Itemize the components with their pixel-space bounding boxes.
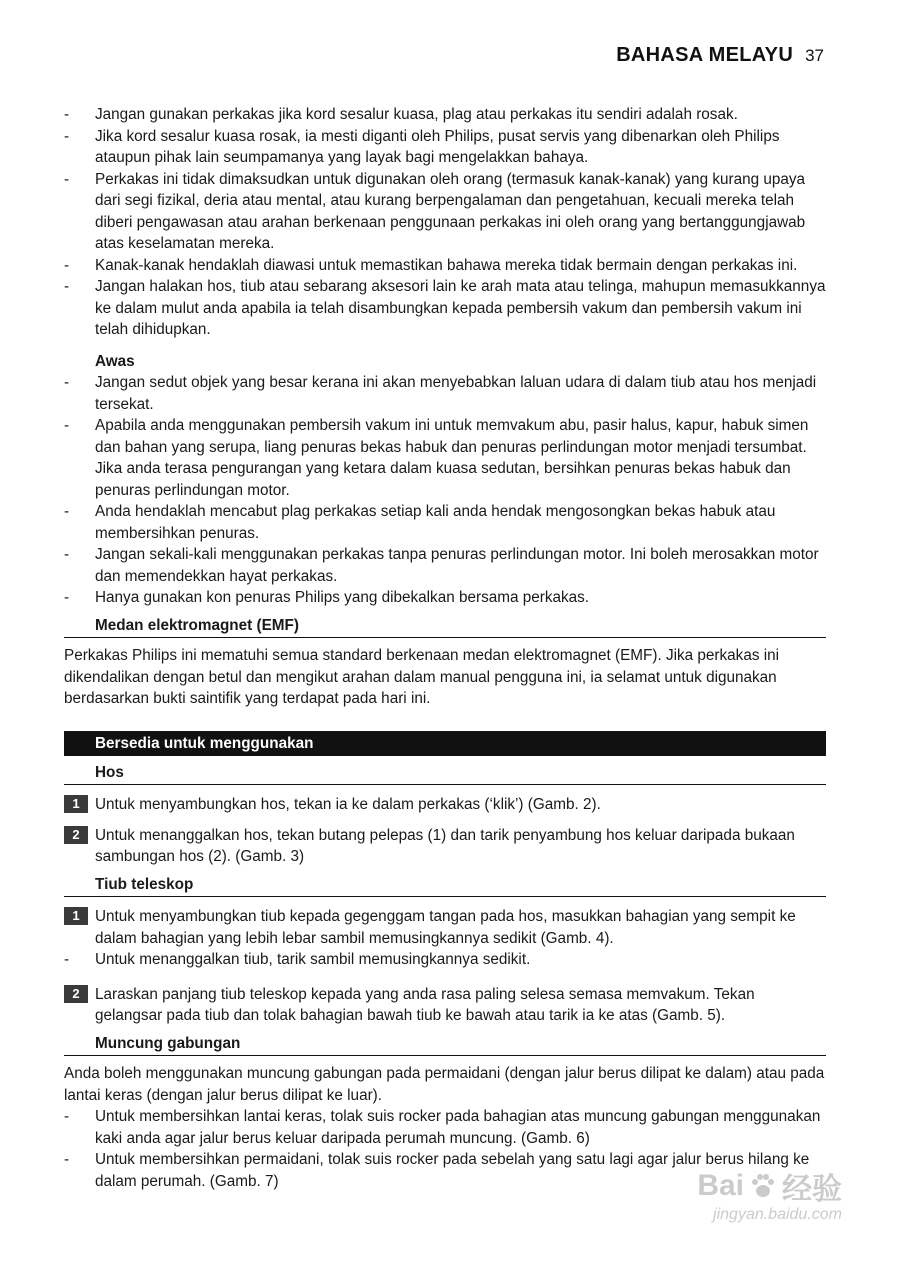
list-item-text: Hanya gunakan kon penuras Philips yang dibekalkan bersama perkakas. (95, 589, 590, 606)
bullet-dash: - (64, 170, 70, 188)
nozzle-paragraph: Anda boleh menggunakan muncung gabungan pada permaidani (dengan jalur berus dilipat ke dalam) atau pada lantai keras (dengan jalur berus dilipat ke luar). (64, 1065, 825, 1104)
language-title: BAHASA MELAYU (616, 44, 794, 66)
bullet-dash: - (64, 278, 70, 295)
bullet-dash: - (64, 127, 70, 145)
list-item (64, 1106, 826, 1149)
step-text: Untuk menyambungkan hos, tekan ia ke dalam perkakas (‘klik’) (Gamb. 2). (95, 796, 601, 813)
tube-step-2 (64, 984, 826, 1027)
step-number-badge: 1 (64, 907, 88, 925)
section-heading-bar: Bersedia untuk menggunakan (64, 731, 826, 756)
watermark-logo-text-2: 经验 (782, 1173, 842, 1206)
step-text: Untuk menyambungkan tiub kepada gegenggam tangan pada hos, masukkan bahagian yang sempit ke dalam bahagian yang lebih lebar sambil memusingkannya sedikit (Gamb. 4). (95, 908, 796, 947)
list-item-text: Perkakas ini tidak dimaksudkan untuk digunakan oleh orang (termasuk kanak-kanak) yang kurang upaya dari segi fizikal, deria atau mental, atau kurang berpengalaman dan pengetahuan, kecuali mereka telah diberi pengawasan atau arahan berkenaan penggunaan perkakas ini oleh orang yang bertanggungjawab atas keselamatan mereka. (95, 170, 806, 252)
intro-bullet-list (64, 104, 826, 341)
step-number-badge: 2 (64, 826, 88, 844)
page-header (616, 44, 824, 67)
list-item (64, 104, 826, 126)
watermark-url: jingyan.baidu.com (713, 1206, 842, 1223)
list-item (64, 276, 826, 341)
step-text: Untuk menanggalkan hos, tekan butang pelepas (1) dan tarik penyambung hos keluar daripada bukaan sambungan hos (2). (Gamb. 3) (95, 826, 795, 865)
step-number-badge: 1 (64, 795, 88, 813)
watermark-logo-text: Bai (697, 1169, 744, 1202)
list-item (64, 949, 826, 971)
list-item (64, 544, 826, 587)
hose-step-2 (64, 825, 826, 868)
emf-heading: Medan elektromagnet (EMF) (64, 615, 826, 639)
list-item (64, 126, 826, 169)
bullet-dash: - (64, 417, 70, 434)
list-item-text: Apabila anda menggunakan pembersih vakum ini untuk memvakum abu, pasir halus, kapur, habuk simen dan bahan yang serupa, liang penuras bekas habuk dan penuras perlindungan motor menjadi tersumbat. Jika anda terasa pengurangan yang ketara dalam kuasa sedutan, bersihkan penuras bekas habuk dan penuras perlindungan motor. (95, 417, 809, 499)
bullet-dash: - (64, 106, 70, 123)
bullet-dash: - (64, 1108, 70, 1125)
list-item-text: Jangan sekali-kali menggunakan perkakas tanpa penuras perlindungan motor. Ini boleh merosakkan motor dan memendekkan hayat perkakas. (95, 546, 819, 585)
bullet-dash: - (64, 546, 70, 563)
list-item (64, 169, 826, 255)
hose-step-1 (64, 794, 826, 816)
bullet-dash: - (64, 1151, 70, 1168)
warning-title: Awas (95, 352, 135, 370)
bullet-dash: - (64, 951, 70, 968)
list-item-text: Jika kord sesalur kuasa rosak, ia mesti diganti oleh Philips, pusat servis yang dibenarkan oleh Philips ataupun pihak lain seumpamanya yang layak bagi mengelakkan bahaya. (95, 127, 780, 166)
list-item (64, 1149, 826, 1192)
page-number: 37 (805, 46, 824, 65)
step-text: Laraskan panjang tiub teleskop kepada yang anda rasa paling selesa semasa memvakum. Tekan gelangsar pada tiub dan tolak bahagian bawah tiub ke bawah atau tarik ia ke atas (Gamb. 5). (95, 985, 755, 1024)
page-content (64, 104, 826, 1192)
list-item-text: Kanak-kanak hendaklah diawasi untuk memastikan bahawa mereka tidak bermain dengan perkakas ini. (95, 256, 798, 274)
list-item-text: Untuk membersihkan permaidani, tolak suis rocker pada sebelah yang satu lagi agar jalur berus hilang ke dalam perumah. (Gamb. 7) (95, 1151, 810, 1190)
list-item (64, 415, 826, 501)
list-item-text: Untuk membersihkan lantai keras, tolak suis rocker pada bahagian atas muncung gabungan menggunakan kaki anda agar jalur berus keluar daripada perumah muncung. (Gamb. 6) (95, 1108, 821, 1147)
list-item (64, 255, 826, 277)
bullet-dash: - (64, 589, 70, 606)
list-item (64, 372, 826, 415)
list-item-text: Anda hendaklah mencabut plag perkakas setiap kali anda hendak mengosongkan bekas habuk atau membersihkan penuras. (95, 503, 776, 542)
nozzle-heading: Muncung gabungan (64, 1033, 826, 1057)
warning-bullet-list (64, 372, 826, 609)
bullet-dash: - (64, 374, 70, 391)
bullet-dash: - (64, 256, 70, 274)
list-item-text: Jangan sedut objek yang besar kerana ini akan menyebabkan laluan udara di dalam tiub atau hos menjadi tersekat. (95, 374, 817, 413)
emf-paragraph: Perkakas Philips ini mematuhi semua standard berkenaan medan elektromagnet (EMF). Jika perkakas ini dikendalikan dengan betul dan mengikut arahan dalam manual pengguna ini, ia selamat untuk digunakan berdasarkan bukti saintifik yang terdapat pada hari ini. (64, 647, 780, 707)
list-item-text: Jangan halakan hos, tiub atau sebarang aksesori lain ke arah mata atau telinga, mahupun memasukkannya ke dalam mulut anda apabila ia telah disambungkan kepada pembersih vakum dan pembersih vakum ini telah dihidupkan. (95, 278, 826, 338)
hose-heading: Hos (64, 762, 826, 786)
bullet-dash: - (64, 503, 70, 520)
tube-heading: Tiub teleskop (64, 874, 826, 898)
step-number-badge: 2 (64, 985, 88, 1003)
list-item-text: Jangan gunakan perkakas jika kord sesalur kuasa, plag atau perkakas itu sendiri adalah rosak. (95, 106, 738, 123)
list-item-text: Untuk menanggalkan tiub, tarik sambil memusingkannya sedikit. (95, 951, 531, 968)
list-item (64, 501, 826, 544)
tube-step-1 (64, 906, 826, 949)
list-item (64, 587, 826, 609)
